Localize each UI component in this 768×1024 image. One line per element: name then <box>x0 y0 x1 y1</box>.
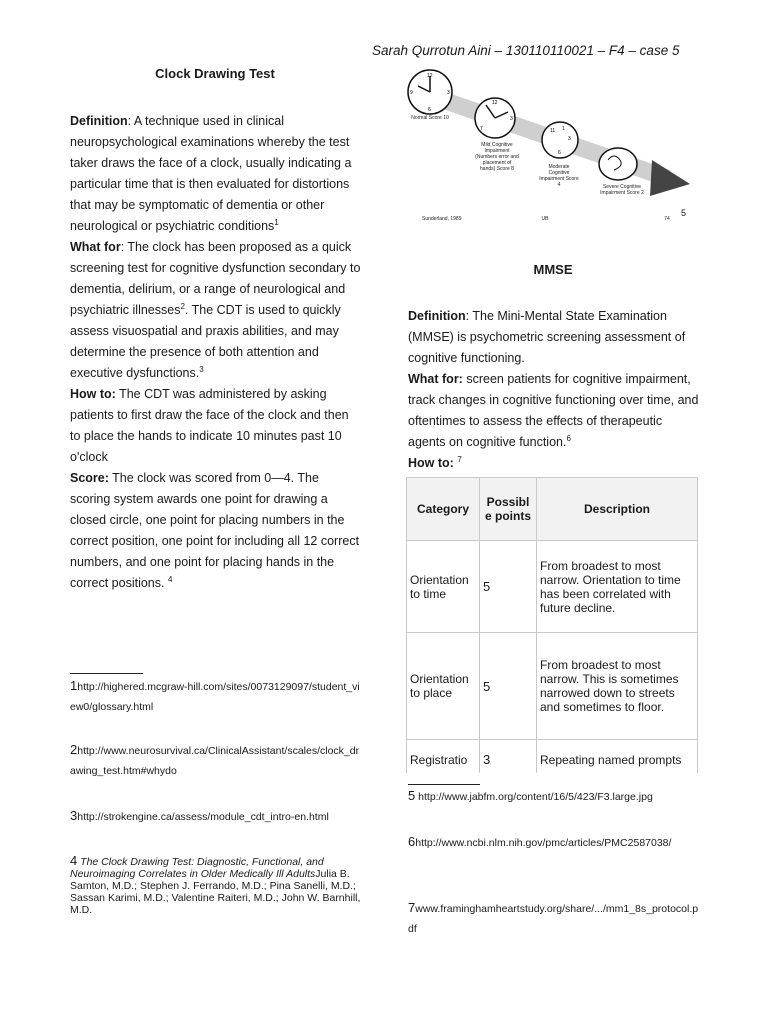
svg-text:6: 6 <box>428 107 431 113</box>
figure-label-normal: Normal Score 10 <box>411 115 449 121</box>
footnote-5[interactable]: 5 http://www.jabfm.org/content/16/5/423/F3.large.jpg <box>408 788 653 803</box>
footnote-link[interactable]: http://www.ncbi.nlm.nih.gov/pmc/articles/PMC2587038/ <box>415 837 672 849</box>
cdt-score-label: Score: <box>70 471 109 485</box>
footnote-link[interactable]: http://strokengine.ca/assess/module_cdt_intro-en.html <box>77 811 329 823</box>
footnote-4-title: The Clock Drawing Test: Diagnostic, Functional, and Neuroimaging Correlates in Older Medically Ill Adults <box>70 856 324 880</box>
clock-mild-icon <box>475 98 515 138</box>
figure-label-mild: Mild Cognitive Impairment (Numbers error and placement of hands) Score 8 <box>475 142 519 172</box>
svg-text:3: 3 <box>568 136 571 142</box>
cdt-whatfor-label: What for <box>70 240 121 254</box>
cdt-whatfor: What for: The clock has been proposed as a quick screening test for cognitive dysfunction secondary to dementia, delirium, or a range of neurological and psychiatric illnesses$^2$. The CDT is used to quickly assess visuospatial and praxis abilities, and may determine the presence of both attention and executive dysfunctions.$^3$ <box>70 240 361 380</box>
cdt-title: Clock Drawing Test <box>155 66 275 81</box>
clock-moderate-icon <box>542 122 578 158</box>
table-header-row <box>407 478 698 541</box>
svg-text:11: 11 <box>550 128 556 134</box>
clock-figure-svg <box>400 60 700 230</box>
cdt-howto-label: How to: <box>70 387 116 401</box>
footnote-4: 4 The Clock Drawing Test: Diagnostic, Functional, and Neuroimaging Correlates in Older Medically Ill AdultsJulia B. Samton, M.D.; Stephen J. Ferrando, M.D.; Pina Sanelli, M.D.; Sassan Karimi, M.D.; Valentine Raiteri, M.D.; John W. Barnhill, M.D. <box>70 853 361 916</box>
table-cell-points: 3 <box>480 740 537 774</box>
mmse-howto-label: How to: <box>408 456 454 470</box>
footnote-7[interactable]: 7www.framinghamheartstudy.org/share/.../mm1_8s_protocol.pdf <box>408 900 699 935</box>
svg-text:3: 3 <box>510 116 513 122</box>
footnote-link[interactable]: http://highered.mcgraw-hill.com/sites/0073129097/student_view0/glossary.html <box>70 681 360 713</box>
figure-label-severe: Severe Cognitive Impairment Score 2 <box>600 184 644 196</box>
footnote-divider-left <box>70 673 143 674</box>
table-cell-category: Registratio <box>407 740 480 774</box>
mmse-definition-label: Definition <box>408 309 466 323</box>
mmse-body <box>408 306 700 474</box>
table-cell-description: From broadest to most narrow. Orientation to time has been correlated with future decline. <box>537 541 698 633</box>
page-header: Sarah Qurrotun Aini – 130110110021 – F4 – case 5 <box>372 43 680 58</box>
svg-text:12: 12 <box>492 100 498 106</box>
clock-figure <box>400 60 700 230</box>
svg-text:6: 6 <box>558 150 561 156</box>
footnote-1[interactable]: 1http://highered.mcgraw-hill.com/sites/0073129097/student_view0/glossary.html <box>70 678 360 713</box>
svg-text:9: 9 <box>410 90 413 96</box>
footnote-link[interactable]: http://www.jabfm.org/content/16/5/423/F3.large.jpg <box>418 791 653 803</box>
table-cell-points: 5 <box>480 633 537 740</box>
figure-label-moderate: Moderate Cognitive Impairment Score 4 <box>539 164 579 188</box>
figure-page: 74 <box>664 216 670 222</box>
mmse-table <box>406 477 698 773</box>
mmse-table-wrapper <box>406 477 698 773</box>
mmse-title: MMSE <box>533 262 573 277</box>
footnote-2[interactable]: 2http://www.neurosurvival.ca/ClinicalAssistant/scales/clock_drawing_test.htm#whydo <box>70 742 360 777</box>
figure-mid-label: UB <box>541 216 549 222</box>
progression-arrow-icon <box>650 160 690 196</box>
svg-text:3: 3 <box>447 90 450 96</box>
cdt-howto: How to: The CDT was administered by asking patients to first draw the face of the clock and then to place the hands to indicate 10 minutes past 10 o'clock <box>70 387 349 464</box>
clock-normal-icon <box>408 70 452 114</box>
figure-ref: 5 <box>681 208 687 218</box>
table-header-category: Category <box>407 478 480 541</box>
footnote-6[interactable]: 6http://www.ncbi.nlm.nih.gov/pmc/articles/PMC2587038/ <box>408 834 672 849</box>
svg-text:1: 1 <box>562 126 565 132</box>
table-row <box>407 633 698 740</box>
mmse-whatfor-label: What for: <box>408 372 463 386</box>
cdt-score: Score: The clock was scored from 0—4. The scoring system awards one point for drawing a closed circle, one point for placing numbers in the correct position, one point for including all 12 correct numbers, and one point for placing hands in the correct positions. $^4$ <box>70 471 360 590</box>
table-cell-category: Orientation to time <box>407 541 480 633</box>
svg-text:7: 7 <box>480 126 483 132</box>
table-cell-description: Repeating named prompts <box>537 740 698 774</box>
table-row <box>407 541 698 633</box>
mmse-whatfor: What for: screen patients for cognitive impairment, track changes in cognitive functioning over time, and oftentimes to assess the effects of therapeutic agents on cognitive function.$^6$ <box>408 372 699 449</box>
table-cell-category: Orientation to place <box>407 633 480 740</box>
cdt-definition: Definition: A technique used in clinical neuropsychological examinations whereby the test taker draws the face of a clock, usually indicating a particular time that is then evaluated for distortions that may be symptomatic of dementia or other neurological or psychiatric conditions$^1$ <box>70 114 352 233</box>
cdt-body <box>70 111 362 594</box>
mmse-howto: How to: $^7$ <box>408 454 462 470</box>
footnote-3[interactable]: 3http://strokengine.ca/assess/module_cdt_intro-en.html <box>70 808 329 823</box>
table-cell-description: From broadest to most narrow. This is sometimes narrowed down to streets and sometimes to floor. <box>537 633 698 740</box>
figure-source: Sunderland, 1989 <box>422 216 462 222</box>
table-cell-points: 5 <box>480 541 537 633</box>
footnote-divider-right <box>408 784 480 785</box>
table-row <box>407 740 698 774</box>
table-header-description: Description <box>537 478 698 541</box>
footnote-4-authors: Julia B. Samton, M.D.; Stephen J. Ferrando, M.D.; Pina Sanelli, M.D.; Sassan Karimi, M.D.; Valentine Raiteri, M.D.; John W. Barnhill, M.D. <box>70 868 361 916</box>
mmse-definition: Definition: The Mini-Mental State Examination (MMSE) is psychometric screening assessment of cognitive functioning. <box>408 309 686 365</box>
svg-text:12: 12 <box>427 73 433 79</box>
footnote-link[interactable]: http://www.neurosurvival.ca/ClinicalAssistant/scales/clock_drawing_test.htm#whydo <box>70 745 360 777</box>
cdt-definition-label: Definition <box>70 114 128 128</box>
footnote-link[interactable]: www.framinghamheartstudy.org/share/.../mm1_8s_protocol.pdf <box>408 903 699 935</box>
table-header-points: Possibl e points <box>480 478 537 541</box>
clock-severe-icon <box>599 148 637 180</box>
